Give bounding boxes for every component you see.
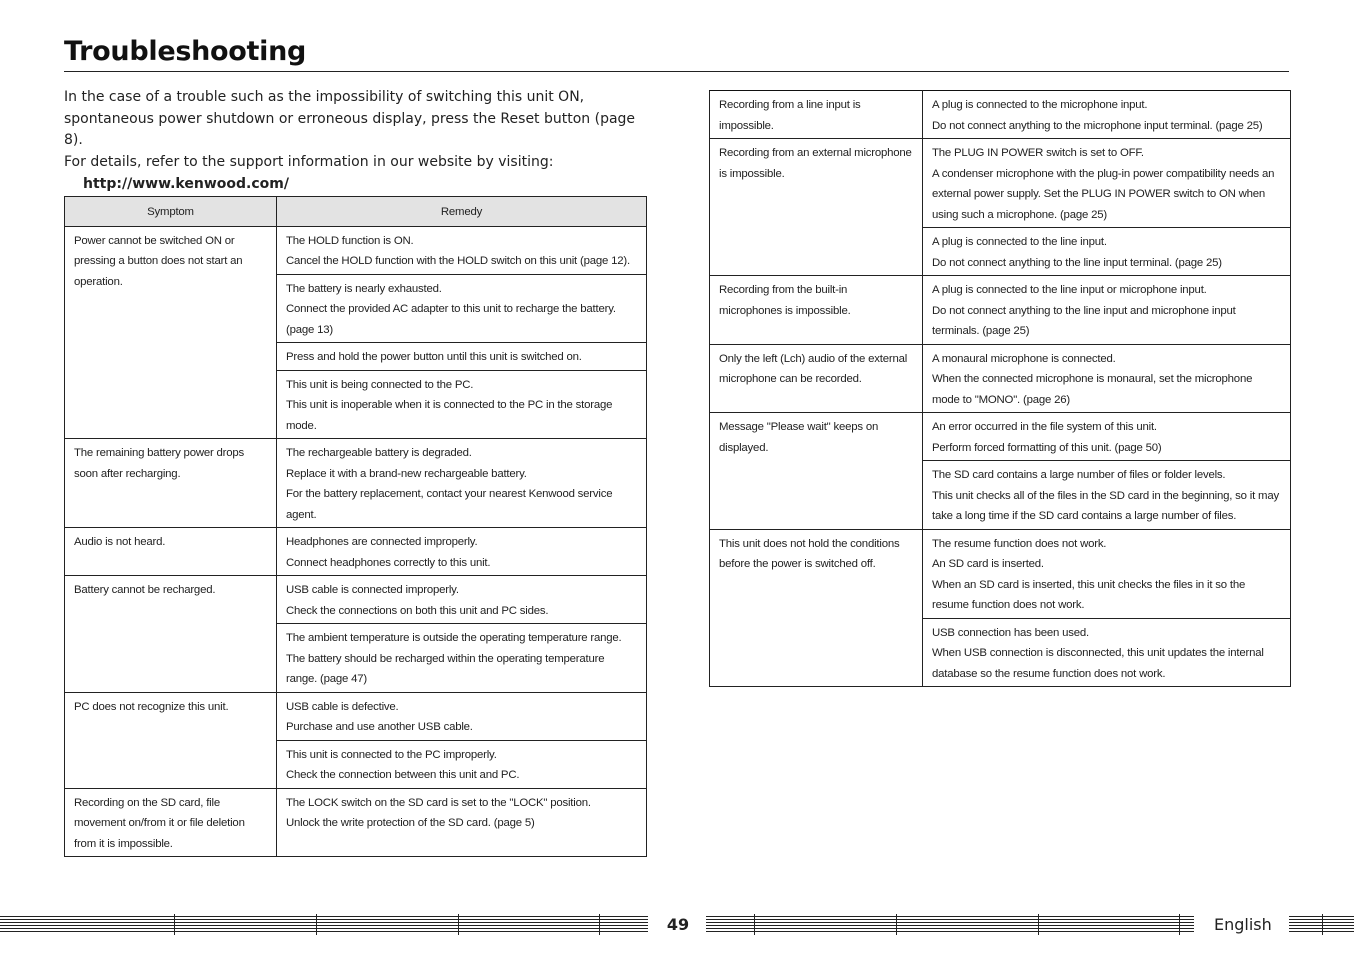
page-number: 49 — [666, 915, 690, 934]
remedy-line: Check the connection between this unit and PC. — [286, 769, 520, 781]
remedy-cell — [277, 576, 647, 624]
remedy-line: When an SD card is inserted, this unit checks the files in it so the resume function does not work. — [932, 578, 1246, 611]
remedy-line: Unlock the write protection of the SD card. (page 5) — [286, 817, 535, 829]
remedy-line: USB connection has been used. — [932, 626, 1089, 639]
remedy-line: Do not connect anything to the line input terminal. (page 25) — [932, 256, 1222, 269]
remedy-line: An error occurred in the file system of this unit. — [932, 421, 1157, 433]
footer-tick — [458, 914, 459, 935]
table-row — [65, 576, 647, 624]
footer-tick — [316, 914, 317, 935]
table-header-row — [65, 197, 647, 227]
remedy-line: A plug is connected to the microphone input. — [932, 99, 1148, 111]
remedy-header: Remedy — [277, 197, 647, 227]
language-label: English — [1214, 915, 1272, 934]
remedy-line: The PLUG IN POWER switch is set to OFF. — [932, 147, 1144, 159]
remedy-line: The HOLD function is ON. — [286, 234, 414, 247]
intro-text — [64, 87, 654, 196]
remedy-line: A condenser microphone with the plug-in power compatibility needs an external power supply. Set the PLUG IN POWER switch to ON when using such a microphone. (page 25) — [932, 167, 1275, 221]
remedy-cell — [923, 461, 1291, 530]
symptom-cell: Recording on the SD card, file movement on/from it or file deletion from it is impossible. — [65, 788, 277, 857]
footer-tick — [1179, 914, 1180, 935]
remedy-cell — [923, 228, 1291, 276]
remedy-cell — [277, 343, 647, 371]
remedy-cell — [277, 528, 647, 576]
remedy-cell — [277, 370, 647, 439]
left-table-body — [65, 226, 647, 857]
remedy-line: A plug is connected to the line input or microphone input. — [932, 284, 1207, 296]
remedy-line: This unit is inoperable when it is connected to the PC in the storage mode. — [286, 399, 613, 432]
remedy-line: This unit is connected to the PC improperly. — [286, 748, 497, 761]
footer-tick — [174, 914, 175, 935]
remedy-line: A monaural microphone is connected. — [932, 352, 1116, 365]
remedy-line: Headphones are connected improperly. — [286, 536, 478, 548]
footer-tick — [1322, 914, 1323, 935]
remedy-cell — [277, 788, 647, 857]
remedy-line: This unit is being connected to the PC. — [286, 378, 474, 391]
remedy-line: Check the connections on both this unit and PC sides. — [286, 604, 549, 617]
symptom-header: Symptom — [65, 197, 277, 227]
remedy-cell — [277, 439, 647, 528]
table-row — [65, 528, 647, 576]
remedy-line: Do not connect anything to the line input and microphone input terminals. (page 25) — [932, 304, 1236, 337]
footer-tick — [599, 914, 600, 935]
remedy-line: Purchase and use another USB cable. — [286, 721, 473, 733]
table-row — [65, 692, 647, 740]
symptom-cell: Battery cannot be recharged. — [65, 576, 277, 693]
right-table-body — [710, 91, 1291, 687]
remedy-cell — [923, 276, 1291, 345]
remedy-line: Press and hold the power button until this unit is switched on. — [286, 351, 582, 363]
remedy-cell — [277, 274, 647, 343]
symptom-cell: This unit does not hold the conditions before the power is switched off. — [710, 529, 923, 687]
symptom-cell: Message "Please wait" keeps on displayed. — [710, 413, 923, 530]
table-row — [710, 413, 1291, 461]
table-row — [710, 276, 1291, 345]
symptom-cell: Recording from an external microphone is impossible. — [710, 139, 923, 276]
remedy-line: USB cable is defective. — [286, 700, 399, 713]
symptom-cell: Audio is not heard. — [65, 528, 277, 576]
footer-tick — [754, 914, 755, 935]
remedy-line: The LOCK switch on the SD card is set to the "LOCK" position. — [286, 796, 591, 809]
troubleshooting-table-left — [64, 196, 647, 857]
remedy-line: Cancel the HOLD function with the HOLD switch on this unit (page 12). — [286, 255, 630, 267]
table-row — [710, 344, 1291, 413]
troubleshooting-table-right — [709, 90, 1291, 687]
table-row — [65, 439, 647, 528]
remedy-line: This unit checks all of the files in the SD card in the beginning, so it may take a long time if the SD card contains a large number of files. — [932, 489, 1279, 522]
footer-rule-left — [0, 916, 648, 933]
symptom-cell: Recording from the built-in microphones is impossible. — [710, 276, 923, 345]
remedy-cell — [277, 226, 647, 274]
symptom-cell: Power cannot be switched ON or pressing a button does not start an operation. — [65, 226, 277, 439]
footer-tick — [1038, 914, 1039, 935]
table-row — [710, 139, 1291, 228]
page-footer — [0, 914, 1354, 936]
intro-details: For details, refer to the support information in our website by visiting: — [64, 153, 554, 170]
symptom-cell: The remaining battery power drops soon after recharging. — [65, 439, 277, 528]
table-row — [65, 788, 647, 857]
remedy-cell — [277, 692, 647, 740]
remedy-line: An SD card is inserted. — [932, 558, 1044, 570]
footer-rule-middle — [706, 916, 1194, 933]
intro-paragraph: In the case of a trouble such as the impossibility of switching this unit ON, spontaneous power shutdown or erroneous display, press the Reset button (page 8). — [64, 89, 636, 148]
remedy-line: Connect headphones correctly to this unit. — [286, 556, 491, 569]
symptom-cell: Only the left (Lch) audio of the external microphone can be recorded. — [710, 344, 923, 413]
remedy-cell — [923, 413, 1291, 461]
remedy-cell — [923, 618, 1291, 687]
title-divider — [64, 71, 1289, 72]
remedy-line: The battery is nearly exhausted. — [286, 282, 442, 295]
remedy-line: USB cable is connected improperly. — [286, 584, 459, 596]
remedy-cell — [277, 740, 647, 788]
remedy-line: Do not connect anything to the microphone input terminal. (page 25) — [932, 119, 1263, 132]
remedy-line: The SD card contains a large number of files or folder levels. — [932, 469, 1226, 481]
remedy-cell — [277, 624, 647, 693]
remedy-line: The resume function does not work. — [932, 537, 1107, 550]
remedy-cell — [923, 139, 1291, 228]
remedy-line: Replace it with a brand-new rechargeable battery. — [286, 467, 527, 480]
remedy-line: The ambient temperature is outside the operating temperature range. — [286, 632, 622, 644]
page-title: Troubleshooting — [64, 36, 307, 67]
symptom-cell: PC does not recognize this unit. — [65, 692, 277, 788]
table-row — [710, 91, 1291, 139]
remedy-line: Perform forced formatting of this unit. (page 50) — [932, 441, 1162, 454]
website-link[interactable]: http://www.kenwood.com/ — [83, 176, 289, 192]
remedy-line: A plug is connected to the line input. — [932, 236, 1107, 248]
table-row — [65, 226, 647, 274]
remedy-cell — [923, 529, 1291, 618]
symptom-cell: Recording from a line input is impossible. — [710, 91, 923, 139]
remedy-cell — [923, 344, 1291, 413]
remedy-line: When USB connection is disconnected, this unit updates the internal database so the resume function does not work. — [932, 647, 1264, 680]
remedy-line: Connect the provided AC adapter to this unit to recharge the battery. (page 13) — [286, 303, 616, 336]
remedy-line: When the connected microphone is monaural, set the microphone mode to "MONO". (page 26) — [932, 373, 1253, 406]
remedy-line: The battery should be recharged within the operating temperature range. (page 47) — [286, 652, 605, 685]
footer-tick — [896, 914, 897, 935]
table-row — [710, 529, 1291, 618]
remedy-cell — [923, 91, 1291, 139]
remedy-line: The rechargeable battery is degraded. — [286, 447, 472, 459]
remedy-line: For the battery replacement, contact your nearest Kenwood service agent. — [286, 488, 613, 521]
